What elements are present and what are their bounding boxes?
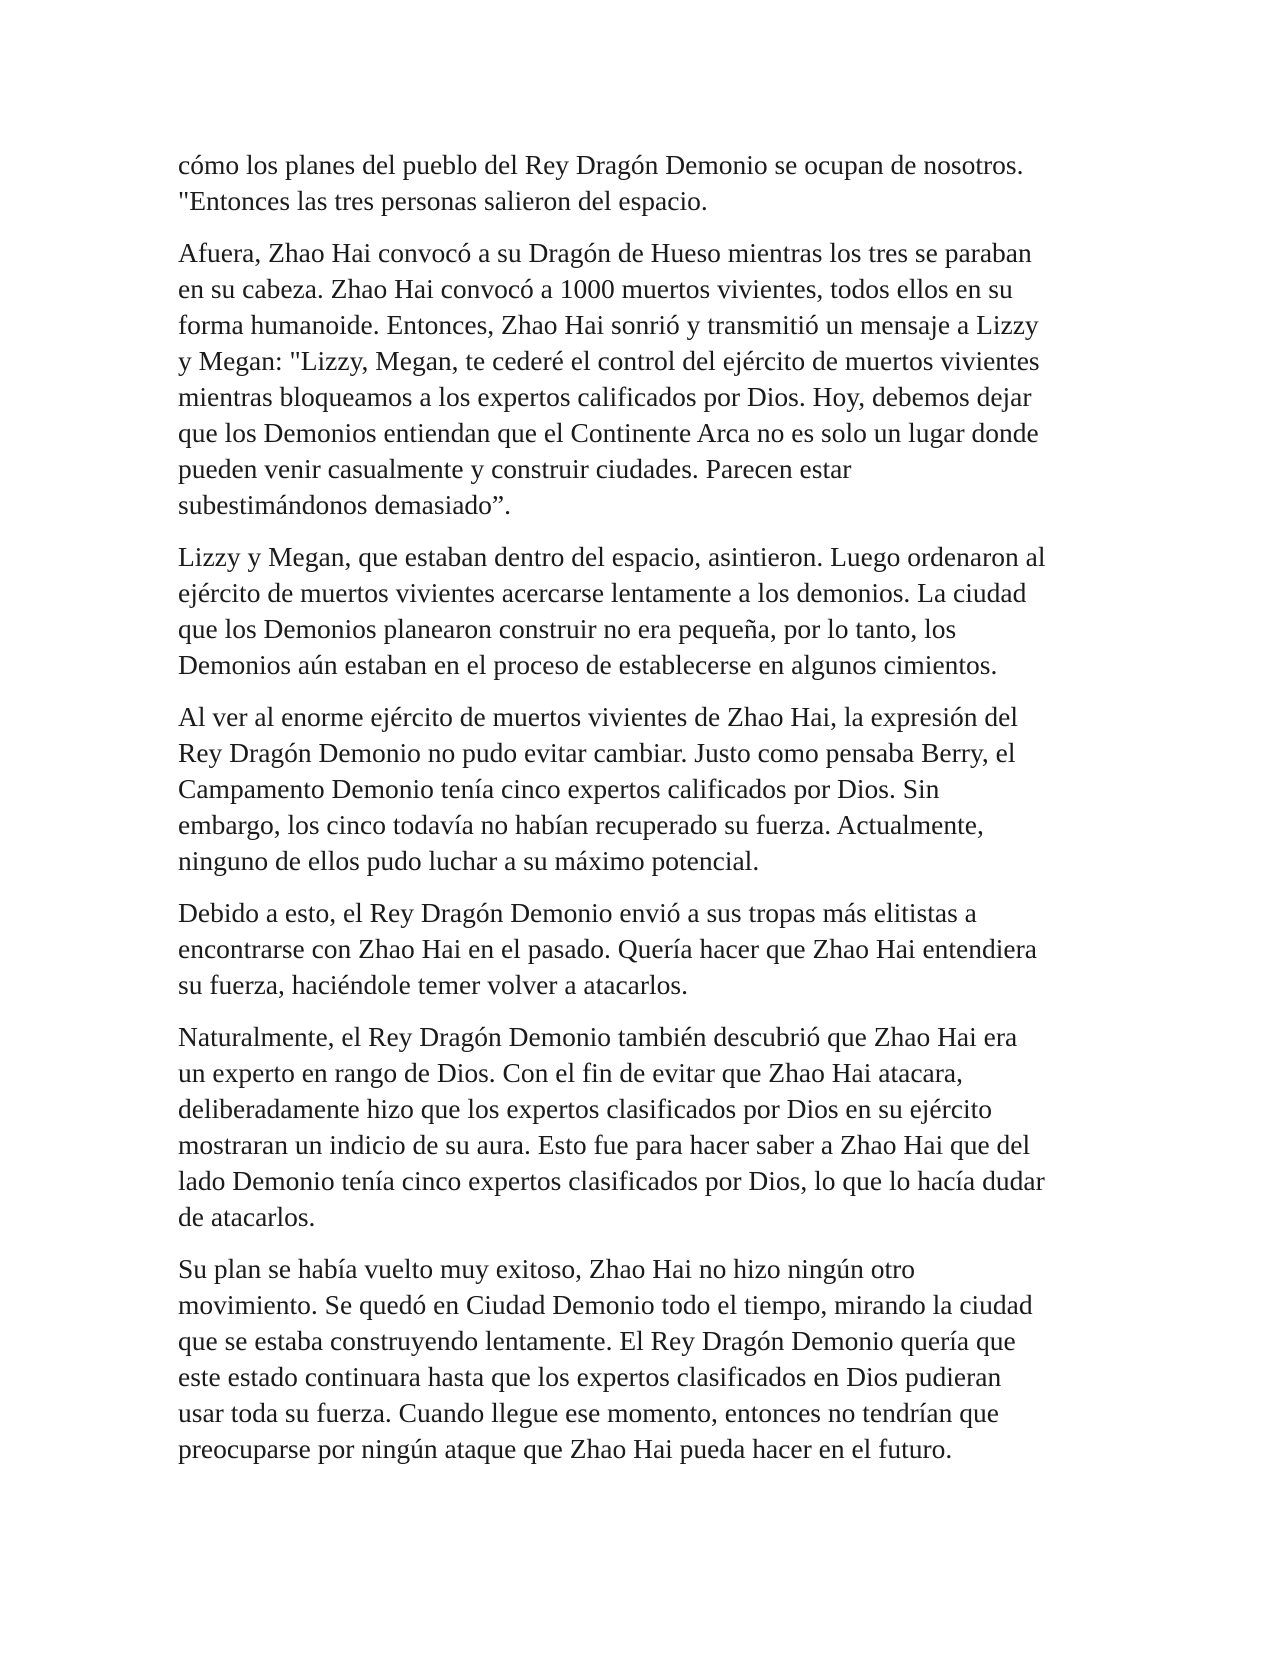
paragraph: Debido a esto, el Rey Dragón Demonio envió a sus tropas más elitistas a encontrarse con Zhao Hai en el pasado. Quería hacer que Zhao Hai entendiera su fuerza, haciéndole temer volver a atacarlos.	[178, 897, 1037, 1000]
paragraph: Afuera, Zhao Hai convocó a su Dragón de Hueso mientras los tres se paraban en su cabeza. Zhao Hai convocó a 1000 muertos vivientes, todos ellos en su forma humanoide. Entonces, Zhao Hai sonrió y transmitió un mensaje a Lizzy y Megan: "Lizzy, Megan, te cederé el control del ejército de muertos vivientes mientras bloqueamos a los expertos calificados por Dios. Hoy, debemos dejar que los Demonios entiendan que el Continente Arca no es solo un lugar donde pueden venir casualmente y construir ciudades. Parecen estar subestimándonos demasiado”.	[178, 237, 1040, 520]
paragraph: Lizzy y Megan, que estaban dentro del espacio, asintieron. Luego ordenaron al ejército de muertos vivientes acercarse lentamente a los demonios. La ciudad que los Demonios planearon construir no era pequeña, por lo tanto, los Demonios aún estaban en el proceso de establecerse en algunos cimientos.	[178, 541, 1046, 680]
paragraph: Su plan se había vuelto muy exitoso, Zhao Hai no hizo ningún otro movimiento. Se quedó en Ciudad Demonio todo el tiempo, mirando la ciudad que se estaba construyendo lentamente. El Rey Dragón Demonio quería que este estado continuara hasta que los expertos clasificados en Dios pudieran usar toda su fuerza. Cuando llegue ese momento, entonces no tendrían que preocuparse por ningún ataque que Zhao Hai pueda hacer en el futuro.	[178, 1253, 1033, 1464]
document-body	[178, 147, 1108, 1483]
paragraph: Naturalmente, el Rey Dragón Demonio también descubrió que Zhao Hai era un experto en rango de Dios. Con el fin de evitar que Zhao Hai atacara, deliberadamente hizo que los expertos clasificados por Dios en su ejército mostraran un indicio de su aura. Esto fue para hacer saber a Zhao Hai que del lado Demonio tenía cinco expertos clasificados por Dios, lo que lo hacía dudar de atacarlos.	[178, 1021, 1045, 1232]
paragraph: cómo los planes del pueblo del Rey Dragón Demonio se ocupan de nosotros. "Entonces las tres personas salieron del espacio.	[178, 149, 1024, 216]
paragraph: Al ver al enorme ejército de muertos vivientes de Zhao Hai, la expresión del Rey Dragón Demonio no pudo evitar cambiar. Justo como pensaba Berry, el Campamento Demonio tenía cinco expertos calificados por Dios. Sin embargo, los cinco todavía no habían recuperado su fuerza. Actualmente, ninguno de ellos pudo luchar a su máximo potencial.	[178, 701, 1018, 876]
